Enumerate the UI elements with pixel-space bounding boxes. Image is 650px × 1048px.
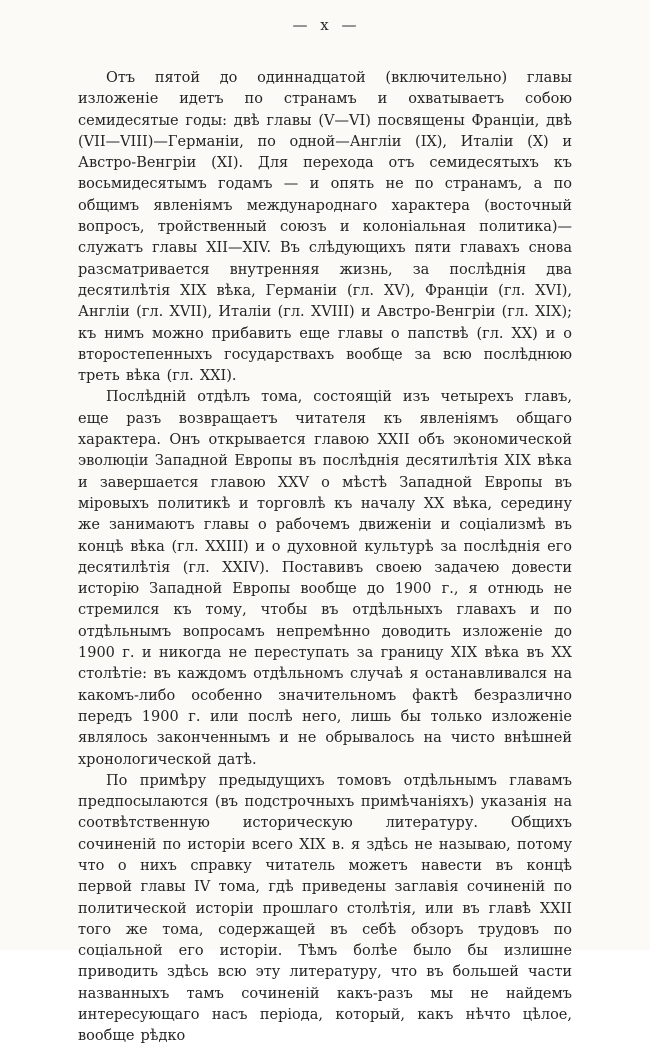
paragraph: По примѣру предыдущихъ томовъ отдѣльнымъ главамъ предпосылаются (въ подстрочныхъ примѣчаніяхъ) указанія на соотвѣтственную историческую литературу. Общихъ сочиненій по исторіи всего XIX в. я здѣсь не называю, потому что о нихъ справку читатель можетъ навести въ концѣ первой главы IV тома, гдѣ приведены заглавія сочиненій по политической исторіи прошлаго столѣтія, или въ главѣ XXII того же тома, содержащей въ себѣ обзоръ трудовъ по соціальной его исторіи. Тѣмъ болѣе было бы излишне приводить здѣсь всю эту литературу, что въ большей части названныхъ тамъ сочиненій какъ-разъ мы не найдемъ интересующаго насъ періода, который, какъ нѣчто цѣлое, вообще рѣдко (78, 772, 572, 1045)
page-number: — x — (292, 16, 358, 34)
paragraph: Послѣдній отдѣлъ тома, состоящій изъ четырехъ главъ, еще разъ возвращаетъ читателя къ явленіямъ общаго характера. Онъ открывается главою XXII объ экономической эволюціи Западной Европы въ послѣднія десятилѣтія XIX вѣка и завершается главою XXV о мѣстѣ Западной Европы въ міровыхъ политикѣ и торговлѣ къ началу XX вѣка, середину же занимаютъ главы о рабочемъ движеніи и соціализмѣ въ концѣ вѣка (гл. XXIII) и о духовной культурѣ за послѣднія его десятилѣтія (гл. XXIV). Поставивъ своею задачею довести исторію Западной Европы вообще до 1900 г., я отнюдь не стремился къ тому, чтобы въ отдѣльныхъ главахъ и по отдѣльнымъ вопросамъ непремѣнно доводить изложеніе до 1900 г. и никогда не переступать за границу XIX вѣка въ XX столѣтіе: въ каждомъ отдѣльномъ случаѣ я останавливался на какомъ-либо особенно значительномъ фактѣ безразлично передъ 1900 г. или послѣ него, лишь бы только изложеніе являлось законченнымъ и не обрывалось на чисто внѣшней хронологической датѣ. (78, 389, 572, 768)
text-block (78, 68, 572, 1048)
paragraph: Отъ пятой до одиннадцатой (включительно) главы изложеніе идетъ по странамъ и охватываетъ собою семидесятые годы: двѣ главы (V—VI) посвящены Франціи, двѣ (VII—VIII)—Германіи, по одной—Англіи (IX), Италіи (X) и Австро-Венгріи (XI). Для перехода отъ семидесятыхъ къ восьмидесятымъ годамъ — и опять не по странамъ, а по общимъ явленіямъ международнаго характера (восточный вопросъ, тройственный союзъ и колоніальная политика)—служатъ главы XII—XIV. Въ слѣдующихъ пяти главахъ снова разсматривается внутренняя жизнь, за послѣднія два десятилѣтія XIX вѣка, Германіи (гл. XV), Франціи (гл. XVI), Англіи (гл. XVII), Италіи (гл. XVIII) и Австро-Венгріи (гл. XIX); къ нимъ можно прибавить еще главы о папствѣ (гл. XX) и о второстепенныхъ государствахъ вообще за всю послѣднюю треть вѣка (гл. XXI). (78, 70, 572, 385)
